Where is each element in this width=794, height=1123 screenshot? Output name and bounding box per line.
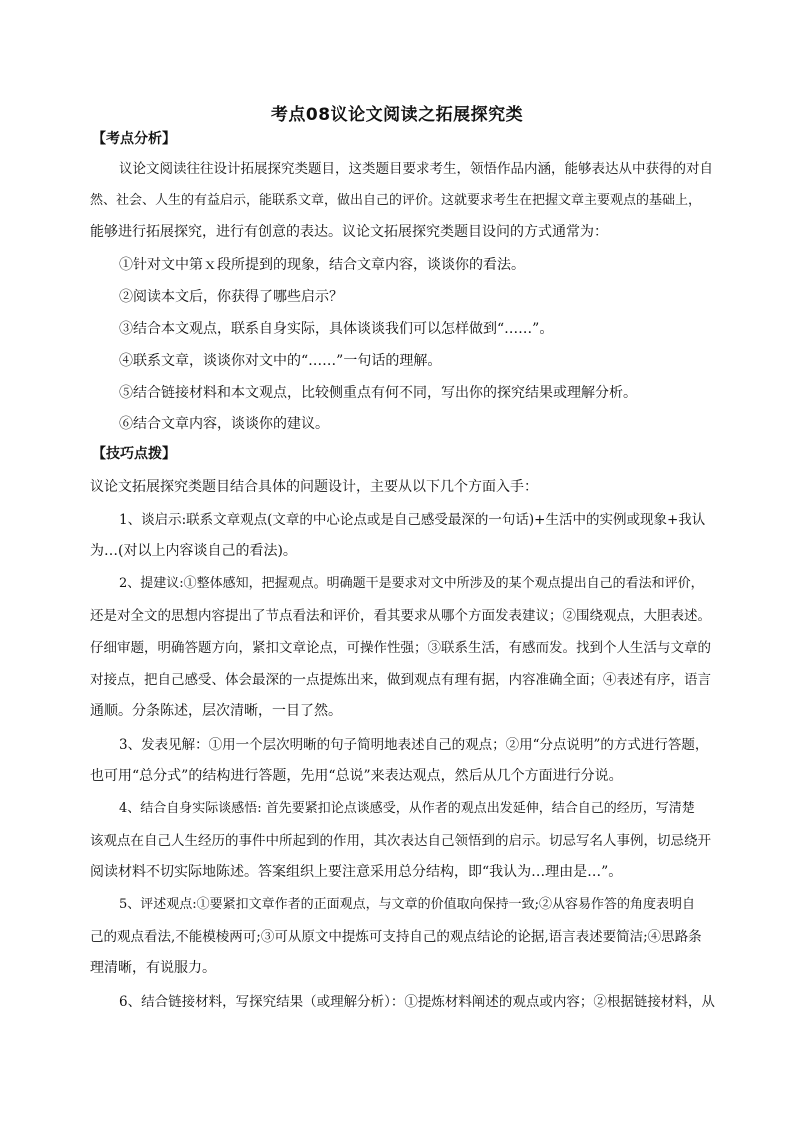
section-heading-tips: 【技巧点拨】: [92, 446, 176, 462]
page-title: 考点08议论文阅读之拓展探究类: [270, 105, 524, 125]
tip-line: 5、评述观点:①要紧扣文章作者的正面观点，与文章的价值取向保持一致;②从容易作答的角度表明自: [119, 897, 696, 912]
tip-line: 对接点，把自己感受、体会最深的一点提炼出来，做到观点有理有据，内容准确全面；④表述有序，语言: [90, 672, 711, 688]
tip-line: 理清晰，有说服力。: [90, 960, 216, 976]
tip-line: 该观点在自己人生经历的事件中所起到的作用，其次表达自己领悟到的启示。切忌写名人事例，切忌绕开: [90, 833, 711, 849]
tip-line: 还是对全文的思想内容提出了节点看法和评价，看其要求从哪个方面发表建议；②围绕观点，大胆表述。: [90, 608, 711, 624]
tip-line: 2、提建议:①整体感知，把握观点。明确题干是要求对文中所涉及的某个观点提出自己的看法和评价，: [119, 576, 704, 591]
tip-line: 1、谈启示:联系文章观点(文章的中心论点或是自己感受最深的一句话)+生活中的实例或现象+我认: [119, 512, 706, 528]
intro-line: 能够进行拓展探究，进行有创意的表达。议论文拓展探究类题目设问的方式通常为：: [90, 224, 608, 240]
question-item: ⑥结合文章内容，谈谈你的建议。: [119, 416, 329, 432]
question-item: ①针对文中第ｘ段所提到的现象，结合文章内容，谈谈你的看法。: [119, 257, 525, 273]
tip-line: 通顺。分条陈述，层次清晰，一目了然。: [90, 703, 342, 719]
intro-line: 议论文阅读往往设计拓展探究类题目，这类题目要求考生，领悟作品内涵，能够表达从中获得的对自: [119, 161, 713, 177]
tip-line: 也可用“总分式”的结构进行答题，先用“总说”来表达观点，然后从几个方面进行分说。: [90, 768, 623, 784]
tip-line: 仔细审题，明确答题方向，紧扣文章论点，可操作性强；③联系生活，有感而发。找到个人生活与文章的: [90, 640, 711, 656]
tip-line: 4、结合自身实际谈感悟: 首先要紧扣论点谈感受，从作者的观点出发延伸，结合自己的经历，写清楚: [119, 801, 695, 816]
section-heading-analysis: 【考点分析】: [92, 131, 176, 147]
tip-line: 6、结合链接材料，写探究结果（或理解分析）：①提炼材料阐述的观点或内容；②根据链接材料，从: [119, 994, 715, 1010]
question-item: ③结合本文观点，联系自身实际，具体谈谈我们可以怎样做到“……”。: [119, 321, 554, 337]
tip-line: 为…(对以上内容谈自己的看法)。: [90, 543, 297, 559]
tip-line: 阅读材料不切实际地陈述。答案组织上要注意采用总分结构，即“我认为…理由是…”。: [90, 864, 623, 880]
question-item: ④联系文章，谈谈你对文中的“……”一句话的理解。: [119, 353, 442, 369]
question-item: ②阅读本文后，你获得了哪些启示？: [119, 289, 343, 305]
tip-line: 己的观点看法,不能模棱两可;③可从原文中提炼可支持自己的观点结论的论据,语言表述要简洁;④思路条: [90, 929, 702, 945]
tip-intro: 议论文拓展探究类题目结合具体的问题设计，主要从以下几个方面入手：: [90, 479, 538, 495]
question-item: ⑤结合链接材料和本文观点，比较侧重点有何不同，写出你的探究结果或理解分析。: [119, 385, 637, 401]
intro-line: 然、社会、人生的有益启示，能联系文章，做出自己的评价。这就要求考生在把握文章主要观点的基础上，: [90, 193, 702, 208]
tip-line: 3、发表见解：①用一个层次明晰的句子简明地表述自己的观点；②用“分点说明”的方式进行答题，: [119, 737, 709, 753]
